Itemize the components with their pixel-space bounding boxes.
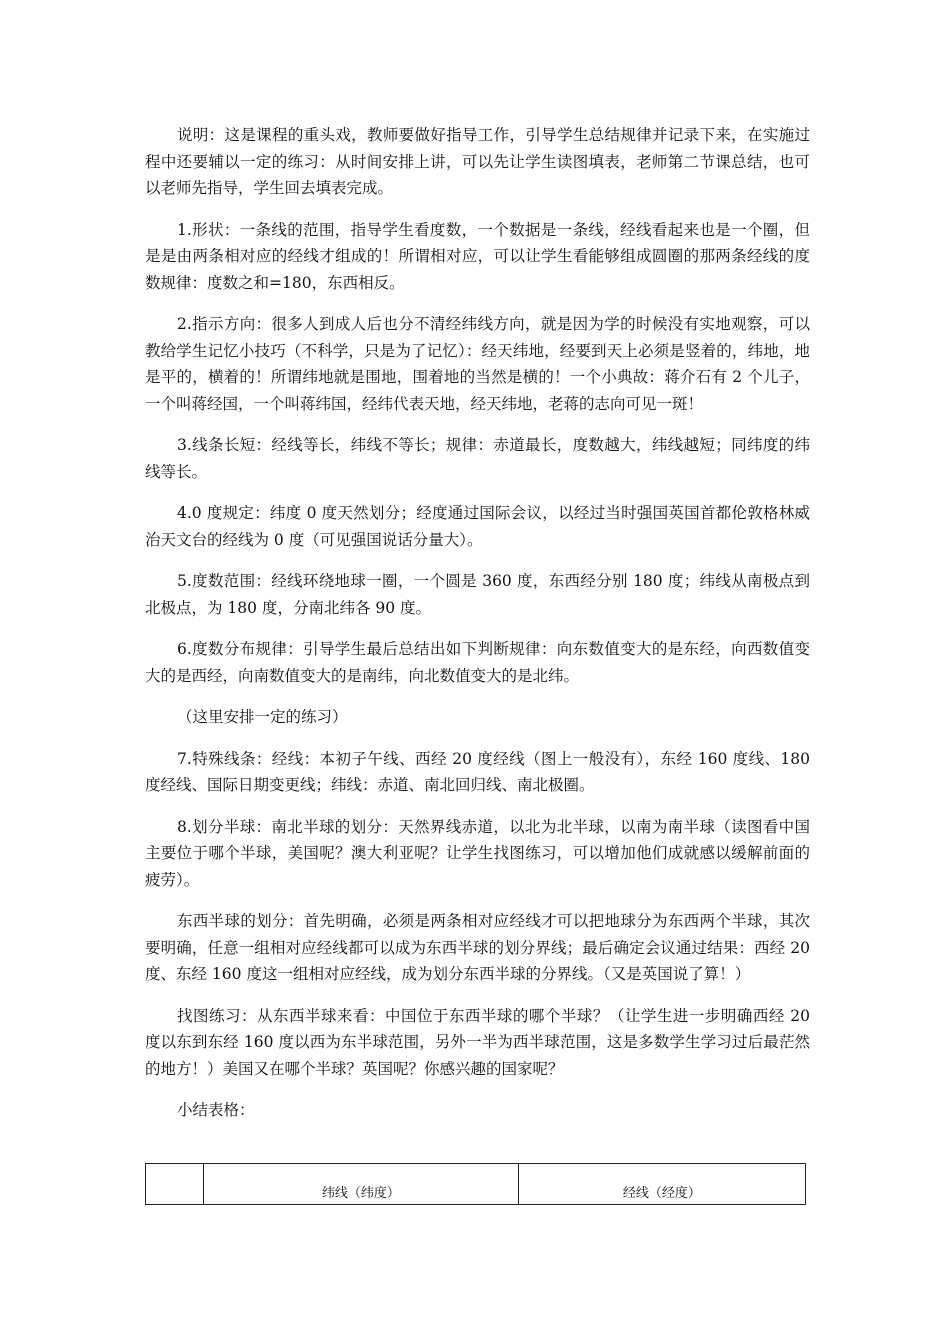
table-header-longitude: 经线（经度）: [518, 1164, 805, 1205]
paragraph-hemisphere-ns: 8.划分半球：南北半球的划分：天然界线赤道，以北为北半球，以南为南半球（读图看中国主要位于哪个半球，美国呢？澳大利亚呢？让学生找图练习，可以增加他们成就感以缓解前面的疲劳）。: [145, 817, 810, 889]
summary-table-caption: 小结表格：: [177, 1101, 255, 1119]
intro-paragraph: 说明：这是课程的重头戏，教师要做好指导工作，引导学生总结规律并记录下来，在实施过程中还要辅以一定的练习：从时间安排上讲，可以先让学生读图填表，老师第二节课总结，也可以老师先指导，学生回去填表完成。: [145, 126, 810, 197]
paragraph-shape: 1.形状：一条线的范围，指导学生看度数，一个数据是一条线，经线看起来也是一个圈，但是是由两条相对应的经线才组成的！所谓相对应，可以让学生看能够组成圆圈的那两条经线的度数规律：度数之和=180，东西相反。: [145, 220, 810, 292]
table-header-blank: [146, 1164, 204, 1205]
document-body: [145, 122, 810, 1139]
practice-note: （这里安排一定的练习）: [177, 708, 348, 726]
table-header-latitude: 纬线（纬度）: [203, 1164, 518, 1205]
paragraph-map-practice: 找图练习：从东西半球来看：中国位于东西半球的哪个半球？（让学生进一步明确西经 20 度以东到东经 160 度以西为东半球范围，另外一半为西半球范围，这是多数学生学习过后最茫然的地方！）美国又在哪个半球？英国呢？你感兴趣的国家呢？: [145, 1006, 810, 1078]
paragraph-degree-range: 5.度数范围：经线环绕地球一圈，一个圆是 360 度，东西经分别 180 度；纬线从南极点到北极点，为 180 度，分南北纬各 90 度。: [145, 572, 810, 617]
paragraph-degree-distribution: 6.度数分布规律：引导学生最后总结出如下判断规律：向东数值变大的是东经，向西数值变大的是西经，向南数值变大的是南纬，向北数值变大的是北纬。: [145, 640, 810, 685]
paragraph-zero-degree: 4.0 度规定：纬度 0 度天然划分；经度通过国际会议，以经过当时强国英国首都伦敦格林威治天文台的经线为 0 度（可见强国说话分量大）。: [145, 504, 810, 549]
table-row: [146, 1164, 806, 1205]
paragraph-direction: 2.指示方向：很多人到成人后也分不清经纬线方向，就是因为学的时候没有实地观察，可以教给学生记忆小技巧（不科学，只是为了记忆）：经天纬地，经要到天上必须是竖着的，纬地，地是平的，横着的！所谓纬地就是围地，围着地的当然是横的！一个小典故：蒋介石有 2 个儿子，一个叫蒋经国，一个叫蒋纬国，经纬代表天地，经天纬地，老蒋的志向可见一斑！: [145, 315, 810, 413]
paragraph-hemisphere-ew: 东西半球的划分：首先明确，必须是两条相对应经线才可以把地球分为东西两个半球，其次要明确，任意一组相对应经线都可以成为东西半球的划分界线；最后确定会议通过结果：西经 20 度、东经 160 度这一组相对应经线，成为划分东西半球的分界线。（又是英国说了算！）: [145, 912, 810, 983]
paragraph-special-lines: 7.特殊线条：经线：本初子午线、西经 20 度经线（图上一般没有），东经 160 度线、180 度经线、国际日期变更线；纬线：赤道、南北回归线、南北极圈。: [145, 749, 810, 794]
paragraph-length: 3.线条长短：经线等长，纬线不等长；规律：赤道最长，度数越大，纬线越短；同纬度的纬线等长。: [145, 436, 810, 481]
summary-table: [145, 1163, 806, 1205]
